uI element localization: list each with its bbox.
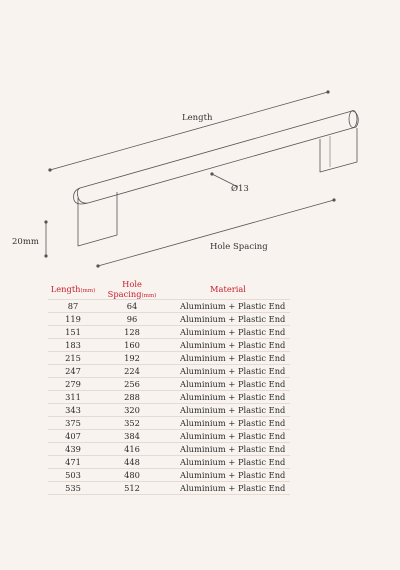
material-cell: Aluminium + Plastic End <box>166 469 290 482</box>
table-row <box>48 313 290 326</box>
hole-spacing-cell: 448 <box>98 456 166 469</box>
table-row <box>48 326 290 339</box>
table-row <box>48 482 290 495</box>
right-end-cap <box>349 111 357 128</box>
hole-spacing-column-header: Hole Spacing(mm) <box>98 279 166 300</box>
specification-table <box>48 279 290 495</box>
length-cell: 535 <box>48 482 98 495</box>
hole-spacing-cell: 512 <box>98 482 166 495</box>
diameter-label: Ø13 <box>231 184 249 194</box>
table-body <box>48 300 290 495</box>
length-column-header: Length(mm) <box>48 279 98 300</box>
right-leg <box>320 128 357 172</box>
material-cell: Aluminium + Plastic End <box>166 443 290 456</box>
material-cell: Aluminium + Plastic End <box>166 482 290 495</box>
handle-bar <box>77 111 358 203</box>
hole-spacing-cell: 160 <box>98 339 166 352</box>
table-row <box>48 365 290 378</box>
table-row <box>48 352 290 365</box>
length-cell: 343 <box>48 404 98 417</box>
hole-spacing-cell: 416 <box>98 443 166 456</box>
length-cell: 311 <box>48 391 98 404</box>
length-cell: 279 <box>48 378 98 391</box>
material-cell: Aluminium + Plastic End <box>166 404 290 417</box>
hole-spacing-cell: 320 <box>98 404 166 417</box>
table-row <box>48 417 290 430</box>
length-cell: 439 <box>48 443 98 456</box>
handle-technical-drawing <box>0 0 400 280</box>
table-row <box>48 469 290 482</box>
length-cell: 503 <box>48 469 98 482</box>
hole-spacing-cell: 288 <box>98 391 166 404</box>
material-cell: Aluminium + Plastic End <box>166 456 290 469</box>
table-row <box>48 378 290 391</box>
hole-spacing-label: Hole Spacing <box>210 242 268 252</box>
height-label: 20mm <box>12 237 39 247</box>
length-cell: 87 <box>48 300 98 313</box>
hole-spacing-cell: 128 <box>98 326 166 339</box>
hole-spacing-cell: 384 <box>98 430 166 443</box>
length-cell: 407 <box>48 430 98 443</box>
table-row <box>48 339 290 352</box>
material-column-header: Material <box>166 279 290 300</box>
length-cell: 471 <box>48 456 98 469</box>
hole-spacing-dimension-line <box>98 200 334 266</box>
table-row <box>48 430 290 443</box>
material-cell: Aluminium + Plastic End <box>166 339 290 352</box>
length-cell: 119 <box>48 313 98 326</box>
length-label: Length <box>182 113 213 123</box>
table-row <box>48 404 290 417</box>
hole-spacing-cell: 224 <box>98 365 166 378</box>
material-cell: Aluminium + Plastic End <box>166 378 290 391</box>
hole-spacing-cell: 192 <box>98 352 166 365</box>
material-cell: Aluminium + Plastic End <box>166 352 290 365</box>
hole-spacing-cell: 256 <box>98 378 166 391</box>
hole-spacing-cell: 480 <box>98 469 166 482</box>
length-cell: 151 <box>48 326 98 339</box>
hole-spacing-cell: 64 <box>98 300 166 313</box>
table-row <box>48 456 290 469</box>
table-row <box>48 391 290 404</box>
length-cell: 183 <box>48 339 98 352</box>
material-cell: Aluminium + Plastic End <box>166 326 290 339</box>
length-cell: 375 <box>48 417 98 430</box>
table-header-row <box>48 279 290 300</box>
material-cell: Aluminium + Plastic End <box>166 300 290 313</box>
hole-spacing-cell: 96 <box>98 313 166 326</box>
material-cell: Aluminium + Plastic End <box>166 365 290 378</box>
material-cell: Aluminium + Plastic End <box>166 417 290 430</box>
length-dimension-line <box>50 92 328 170</box>
hole-spacing-cell: 352 <box>98 417 166 430</box>
length-cell: 215 <box>48 352 98 365</box>
material-cell: Aluminium + Plastic End <box>166 430 290 443</box>
material-cell: Aluminium + Plastic End <box>166 313 290 326</box>
table-row <box>48 443 290 456</box>
table-row <box>48 300 290 313</box>
length-cell: 247 <box>48 365 98 378</box>
material-cell: Aluminium + Plastic End <box>166 391 290 404</box>
